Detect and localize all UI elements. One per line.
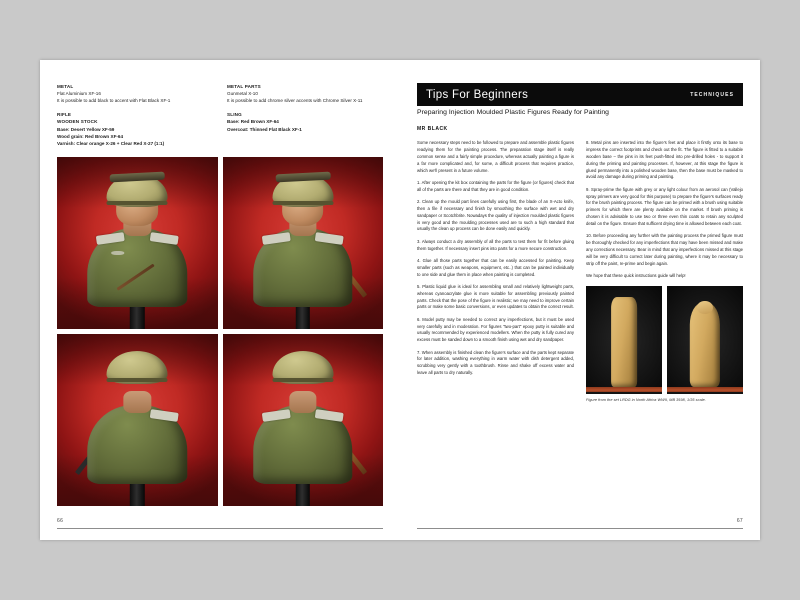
paragraph: 3. Always conduct a dry assembly of all the parts to test them for fit before gluing them together. If necessary insert pins into parts for a more secure construction. xyxy=(417,238,574,251)
article-column-1 xyxy=(417,140,574,490)
paragraph: 2. Clean up the mould part lines carefully using first, the blade of an X-Acto knife, then a file if necessary and finish by smoothing the surface with wet and dry sandpaper or Scotchbrite. Nowadays the quality of injection moulded plastic figures is very good and the moulding processes used are to such a high standard that usually the clean up process can be done easily and quickly. xyxy=(417,198,574,232)
bust-photo-front-right xyxy=(57,157,218,329)
footer-rule xyxy=(417,528,743,529)
paint-spec-heading: METAL xyxy=(57,84,74,89)
helmet-band xyxy=(107,201,168,205)
paint-spec-line: It is possible to add chrome silver accents with Chrome Silver X-11 xyxy=(227,98,363,104)
paint-spec-heading: SLING xyxy=(227,112,242,118)
magazine-spread xyxy=(40,60,760,540)
paint-spec-subheading: WOODEN STOCK xyxy=(57,119,98,125)
helmet-band xyxy=(272,378,333,382)
page-number-right: 67 xyxy=(736,518,743,524)
bust-figure xyxy=(57,334,218,506)
figure-torso xyxy=(253,405,353,484)
helmet-band xyxy=(107,378,168,382)
figure-torso xyxy=(88,228,188,307)
paint-spec-column-1 xyxy=(57,83,213,154)
paint-spec-line: Flat Aluminium XF-16 xyxy=(57,91,101,97)
collar-tab-left xyxy=(261,232,290,244)
paragraph: 8. Metal pins are inserted into the figure's feet and place it firstly onto its base to impress the correct footprints and check out the fit. The figure is fitted to a suitable wooden base – the pins in its feet push-fitted into pre-drilled holes - to support it during the priming and painting processes. If, however, at this stage the figure is glued permanently into a polished wooden base, then the base must be masked to avoid any damage during priming and painting. xyxy=(586,140,743,180)
footer-rule xyxy=(57,528,383,529)
collar-tab-left xyxy=(96,232,125,244)
article-byline: MR BLACK xyxy=(417,126,448,132)
article-subtitle: Preparing Injection Moulded Plastic Figures Ready for Painting xyxy=(417,109,610,116)
paragraph: Some necessary steps need to be followed to prepare and assemble plastic figures readying them for the painting process. The preparation stage itself is really common sense and a fairly simple procedure, whereas actually painting a figure is a far more complicated and, for some, a difficult process that requires practice, which we'll present in a future volume. xyxy=(417,140,574,173)
left-page xyxy=(40,60,400,540)
section-kicker: TECHNIQUES xyxy=(690,91,734,98)
paint-spec-heading: RIFLE xyxy=(57,112,72,118)
paint-spec-line: Varnish: Clear orange X-26 + Clear Red X-27 (1:1) xyxy=(57,140,165,146)
bust-photo-rear-quarter xyxy=(223,334,384,506)
unpainted-figure-head xyxy=(697,301,713,314)
paint-spec-group-metal-parts xyxy=(227,83,383,104)
paragraph: 10. Before proceeding any further with the painting process the primed figure must be thoroughly checked for any imperfections that may have been missed and make any corrections necessary. Bear in mind that any imperfections missed at this stage will be very difficult to correct later during painting, where it may be necessary to strip off the paint, re-prime and begin again. xyxy=(586,233,743,266)
leather-strap xyxy=(117,264,155,291)
collar-tab-right xyxy=(315,409,344,421)
figure-base xyxy=(667,387,743,393)
resin-figure-photos xyxy=(586,286,743,394)
figure-torso xyxy=(88,405,188,484)
bust-figure xyxy=(223,334,384,506)
helmet-band xyxy=(272,201,333,205)
paragraph: 9. Spray-prime the figure with grey or any light colour from an aerosol can (Vallejo spray primers are very good for this purpose) to prepare the figure's surfaces ready for the brush painting process. The figure can be primed with a brush using suitable primers for which there are plenty available on the market. If brush priming is chosen it is advisable to use two or three even thin coats to retain any sculpted detail on the figure. Ensure that sufficent drying time is allowed between each coat. xyxy=(586,186,743,227)
collar-tab-right xyxy=(150,232,179,244)
paint-spec-line: Wood grain: Red Brown XF-64 xyxy=(57,133,124,139)
paragraph: 6. Model putty may be needed to correct any imperfections, but it must be used very carefully and in moderation. For figures "two-part" epoxy putty is suitable and usually recommended by experienced modellers. When the putty is fully cured any excess must be sanded down to a smooth finish using wet and dry sandpaper. xyxy=(417,316,574,343)
article-columns xyxy=(417,140,743,490)
paint-spec-group-metal xyxy=(57,83,213,104)
right-page xyxy=(400,60,760,540)
collar-tab-right xyxy=(315,232,344,244)
paragraph: 5. Plastic liquid glue is ideal for assembling small and relatively lightweight parts, whereas cyanoacrylate glue is more suitable for assembling previously painted parts. Check that the pose of the figure is realistic; we may need to improve certain parts or make some basic conversions, or even updates to obtain the correct result. xyxy=(417,283,574,310)
resin-figure-photo-assembled xyxy=(667,286,743,394)
paint-spec-group-rifle xyxy=(57,111,213,147)
bust-photo-rear xyxy=(57,334,218,506)
closing-paragraph: We hope that these quick instructions guide will help! xyxy=(586,273,686,279)
figure-neck xyxy=(124,391,151,413)
paragraph: 7. When assembly is finished clean the figure's surface and the parts kept separate for later addition, washing everything in warm water with dish detergent added, scrubbing very gently with a toothbrush. Rinse and shake off excess water and leave all parts to dry naturally. xyxy=(417,349,574,376)
bust-figure xyxy=(223,157,384,329)
paint-spec-line: It is possible to add black to accent with Flat Black XF-1 xyxy=(57,98,171,104)
paint-spec-line: Gunmetal X-10 xyxy=(227,91,258,97)
collar-tab-right xyxy=(150,409,179,421)
figure-torso xyxy=(253,228,353,307)
figure-caption: Figure from the set LRDG in North Africa WWII, MB 3598, 1/35 scale. xyxy=(586,397,706,402)
paint-spec-group-sling xyxy=(227,111,383,132)
paint-spec-line: Overcoat: Thinned Flat Black XF-1 xyxy=(227,126,302,132)
bust-photo-grid xyxy=(57,157,383,506)
breast-eagle-insignia xyxy=(111,251,124,255)
figure-neck xyxy=(289,391,316,413)
figure-base xyxy=(586,387,662,393)
article-header-bar xyxy=(417,83,743,106)
paint-specification-block xyxy=(57,83,383,154)
paint-spec-column-2 xyxy=(227,83,383,154)
unpainted-figure-body xyxy=(690,303,720,387)
bust-figure xyxy=(57,157,218,329)
paint-spec-line: Base: Red Brown XF-64 xyxy=(227,119,279,125)
article-title: Tips For Beginners xyxy=(426,88,529,101)
resin-figure-photo-parts xyxy=(586,286,662,394)
paint-spec-line: Base: Desert Yellow XF-59 xyxy=(57,126,115,132)
page-number-left: 66 xyxy=(57,518,64,524)
paint-spec-heading: METAL PARTS xyxy=(227,84,261,89)
paragraph: 4. Glue all those parts together that can be easily accessed for painting. Keep smaller parts (such as weapons, equipment, etc..) that can be painted individually to one side and glue them in place when painting is completed. xyxy=(417,257,574,277)
collar-tab-left xyxy=(261,409,290,421)
article-column-2 xyxy=(586,140,743,490)
paragraph: 1. After opening the kit box containing the parts for the figure (or figures) check that all of the parts are there and that they are in good condition. xyxy=(417,179,574,192)
bust-photo-left-profile xyxy=(223,157,384,329)
unpainted-figure-parts xyxy=(611,297,637,388)
